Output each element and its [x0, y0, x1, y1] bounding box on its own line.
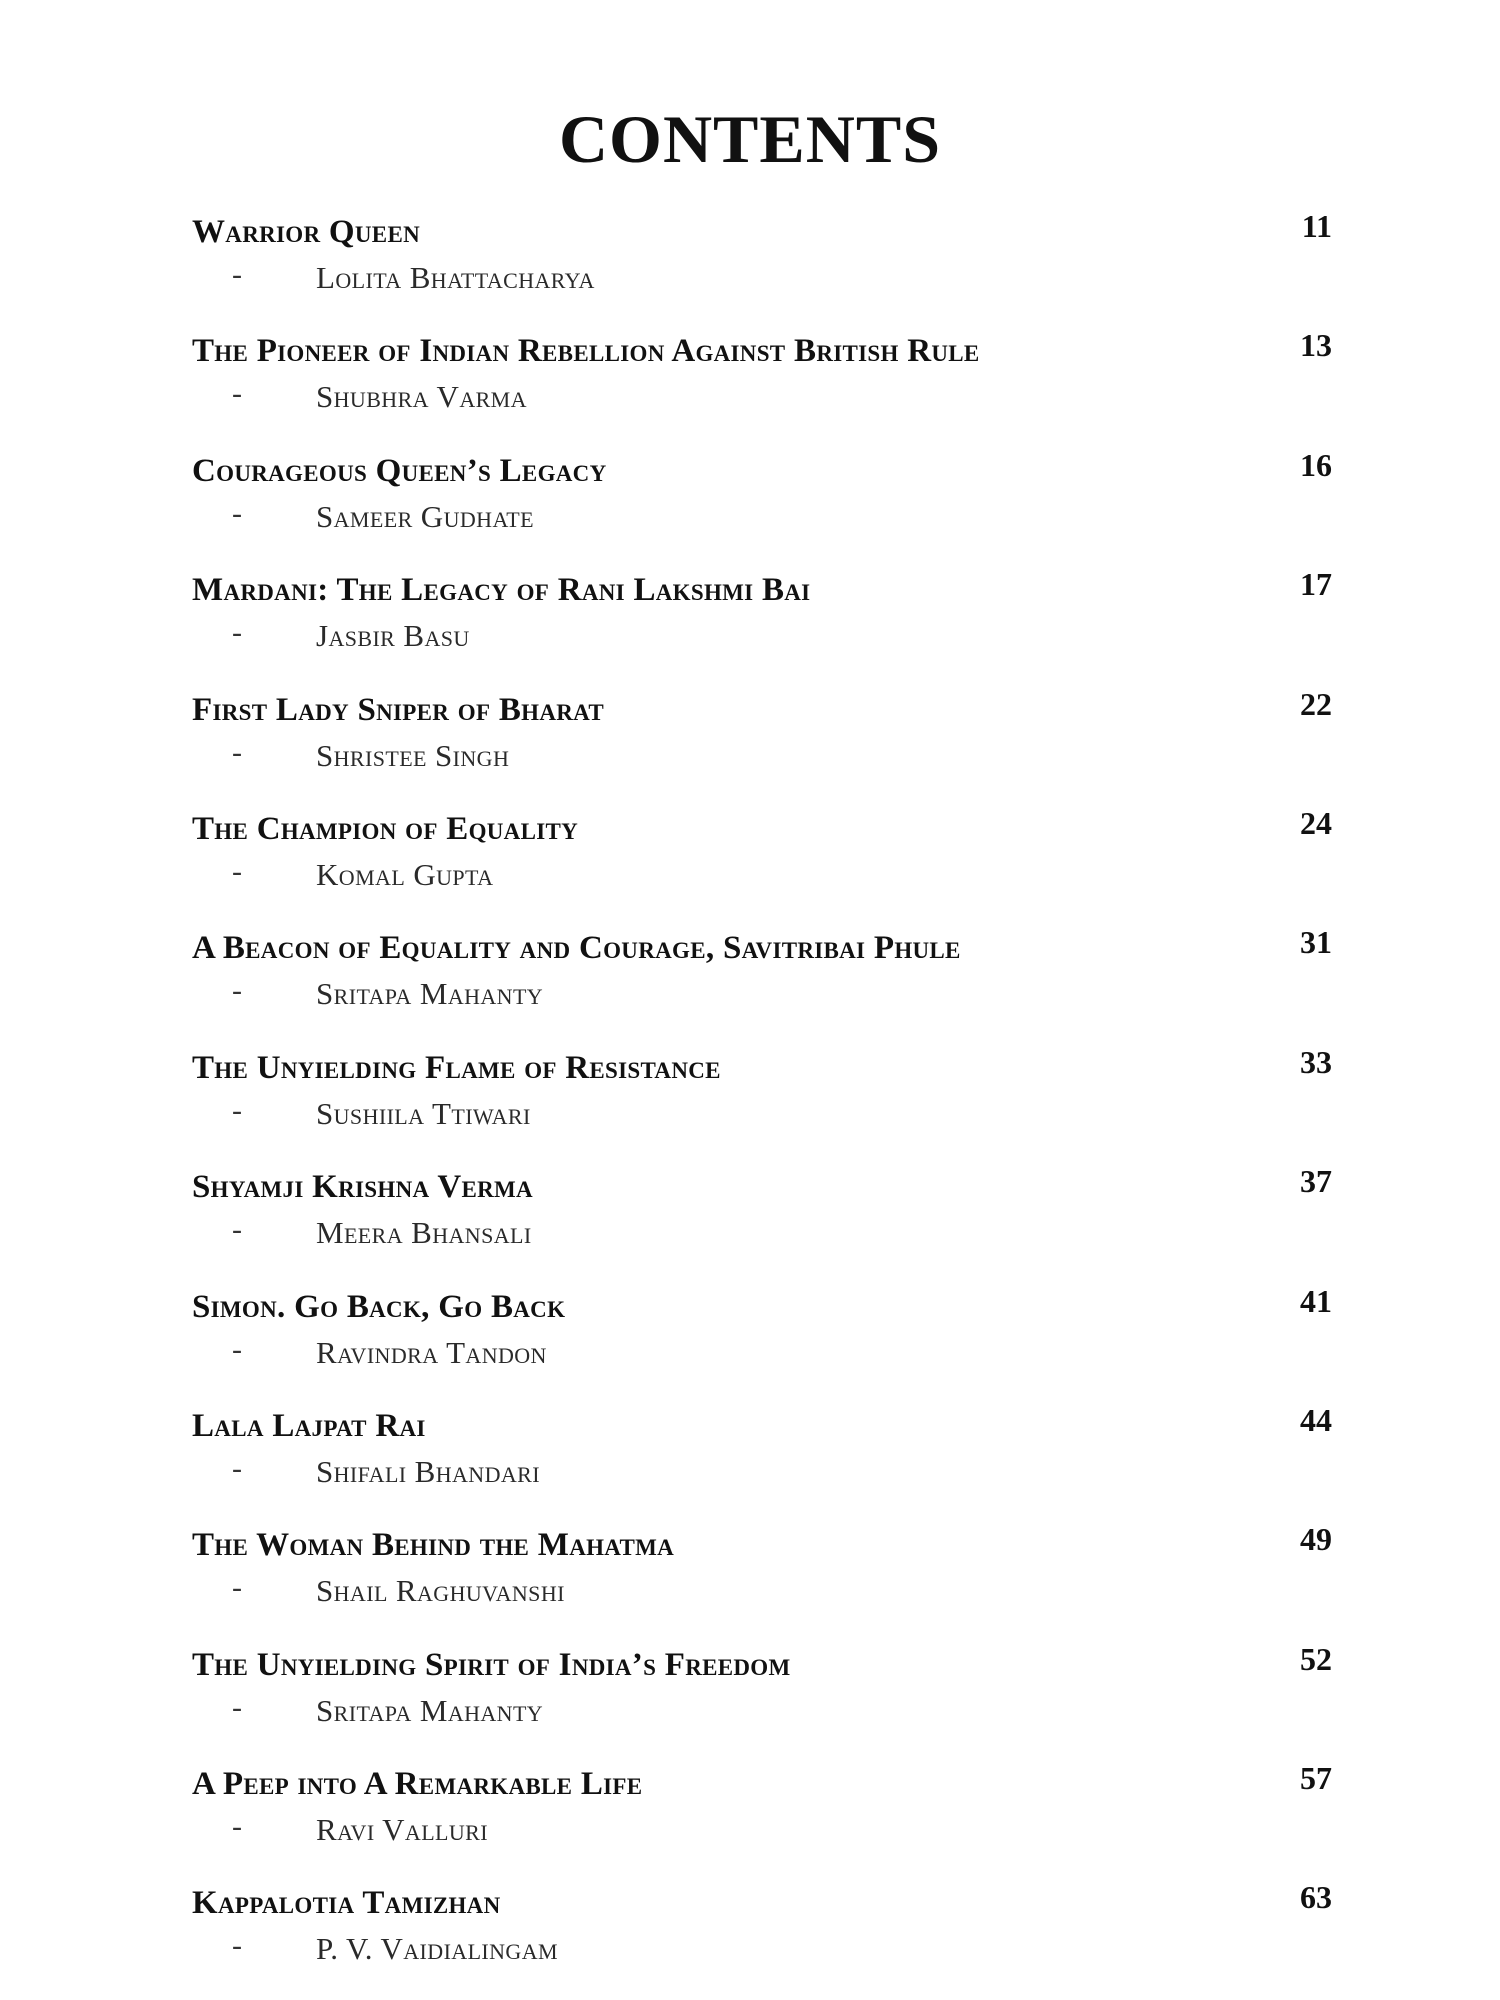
entry-page-number: 57	[1300, 1760, 1332, 1797]
entry-page-number: 63	[1300, 1879, 1332, 1916]
entry-page-number: 33	[1300, 1043, 1332, 1080]
entry-author: Shifali Bhandari	[316, 1453, 540, 1489]
entry-dash: -	[232, 1810, 242, 1844]
entry-author: Shristee Singh	[316, 737, 510, 773]
entry-page-number: 41	[1300, 1282, 1332, 1319]
entry-page-number: 37	[1300, 1163, 1332, 1200]
page-title: CONTENTS	[558, 101, 942, 177]
entry-page-number: 22	[1300, 685, 1332, 722]
entry-author: Sushiila Ttiwari	[316, 1095, 531, 1131]
entry-title: The Champion of Equality	[192, 810, 579, 847]
entry-dash: -	[232, 974, 242, 1008]
entry-title: The Unyielding Spirit of India’s Freedom	[192, 1646, 791, 1683]
entry-dash: -	[232, 1332, 242, 1366]
toc-entry[interactable]	[192, 678, 1332, 797]
entry-dash: -	[232, 1690, 242, 1724]
entry-title: Courageous Queen’s Legacy	[192, 452, 607, 489]
entry-page-number: 31	[1300, 924, 1332, 961]
entry-author: Shail Raghuvanshi	[316, 1573, 565, 1609]
entry-title: The Pioneer of Indian Rebellion Against British Rule	[192, 333, 980, 370]
toc-entry[interactable]	[192, 200, 1332, 319]
entry-author: Komal Gupta	[316, 856, 494, 892]
toc-entry[interactable]	[192, 1036, 1332, 1155]
entry-dash: -	[232, 735, 242, 769]
entry-dash: -	[232, 496, 242, 530]
entry-author: Shubhra Varma	[316, 379, 527, 415]
entry-author: Ravi Valluri	[316, 1812, 488, 1848]
toc-entry[interactable]	[192, 1155, 1332, 1274]
entry-author: Sritapa Mahanty	[316, 976, 544, 1012]
entry-author: P. V. Vaidialingam	[316, 1931, 558, 1967]
entry-title: Shyamji Krishna Verma	[192, 1169, 533, 1206]
entry-page-number: 44	[1300, 1401, 1332, 1438]
entry-dash: -	[232, 1093, 242, 1127]
entry-title: The Woman Behind the Mahatma	[192, 1527, 675, 1564]
entry-title: Lala Lajpat Rai	[192, 1407, 426, 1444]
entry-title: Warrior Queen	[192, 214, 420, 250]
entry-dash: -	[232, 258, 242, 291]
entry-page-number: 52	[1300, 1640, 1332, 1677]
entry-dash: -	[232, 1929, 242, 1963]
entry-dash: -	[232, 1213, 242, 1247]
entry-title: A Peep into A Remarkable Life	[192, 1766, 643, 1803]
toc-entry[interactable]	[192, 1513, 1332, 1632]
entry-page-number: 17	[1300, 566, 1332, 603]
entry-title: First Lady Sniper of Bharat	[192, 691, 605, 728]
table-of-contents	[192, 200, 1332, 1991]
toc-entry[interactable]	[192, 1633, 1332, 1752]
entry-title: The Unyielding Flame of Resistance	[192, 1049, 721, 1086]
entry-author: Lolita Bhattacharya	[316, 260, 595, 295]
toc-entry[interactable]	[192, 916, 1332, 1035]
toc-entry[interactable]	[192, 1275, 1332, 1394]
entry-dash: -	[232, 377, 242, 411]
entry-author: Ravindra Tandon	[316, 1334, 547, 1370]
entry-title: Mardani: The Legacy of Rani Lakshmi Bai	[192, 572, 811, 609]
entry-dash: -	[232, 1571, 242, 1605]
entry-page-number: 16	[1300, 446, 1332, 483]
entry-title: Simon. Go Back, Go Back	[192, 1288, 566, 1325]
entry-author: Jasbir Basu	[316, 618, 470, 654]
entry-title: Kappalotia Tamizhan	[192, 1885, 501, 1922]
toc-entry[interactable]	[192, 439, 1332, 558]
entry-author: Sritapa Mahanty	[316, 1692, 544, 1728]
entry-author: Meera Bhansali	[316, 1215, 532, 1251]
entry-page-number: 13	[1300, 327, 1332, 364]
toc-entry[interactable]	[192, 558, 1332, 677]
toc-entry[interactable]	[192, 319, 1332, 438]
toc-entry[interactable]	[192, 1871, 1332, 1990]
entry-dash: -	[232, 1451, 242, 1485]
entry-title: A Beacon of Equality and Courage, Savitribai Phule	[192, 930, 961, 967]
toc-entry[interactable]	[192, 1394, 1332, 1513]
entry-author: Sameer Gudhate	[316, 498, 534, 534]
entry-page-number: 24	[1300, 804, 1332, 841]
entry-page-number: 49	[1300, 1521, 1332, 1558]
toc-entry[interactable]	[192, 797, 1332, 916]
entry-dash: -	[232, 854, 242, 888]
toc-entry[interactable]	[192, 1752, 1332, 1871]
entry-page-number: 11	[1301, 208, 1332, 244]
entry-dash: -	[232, 616, 242, 650]
